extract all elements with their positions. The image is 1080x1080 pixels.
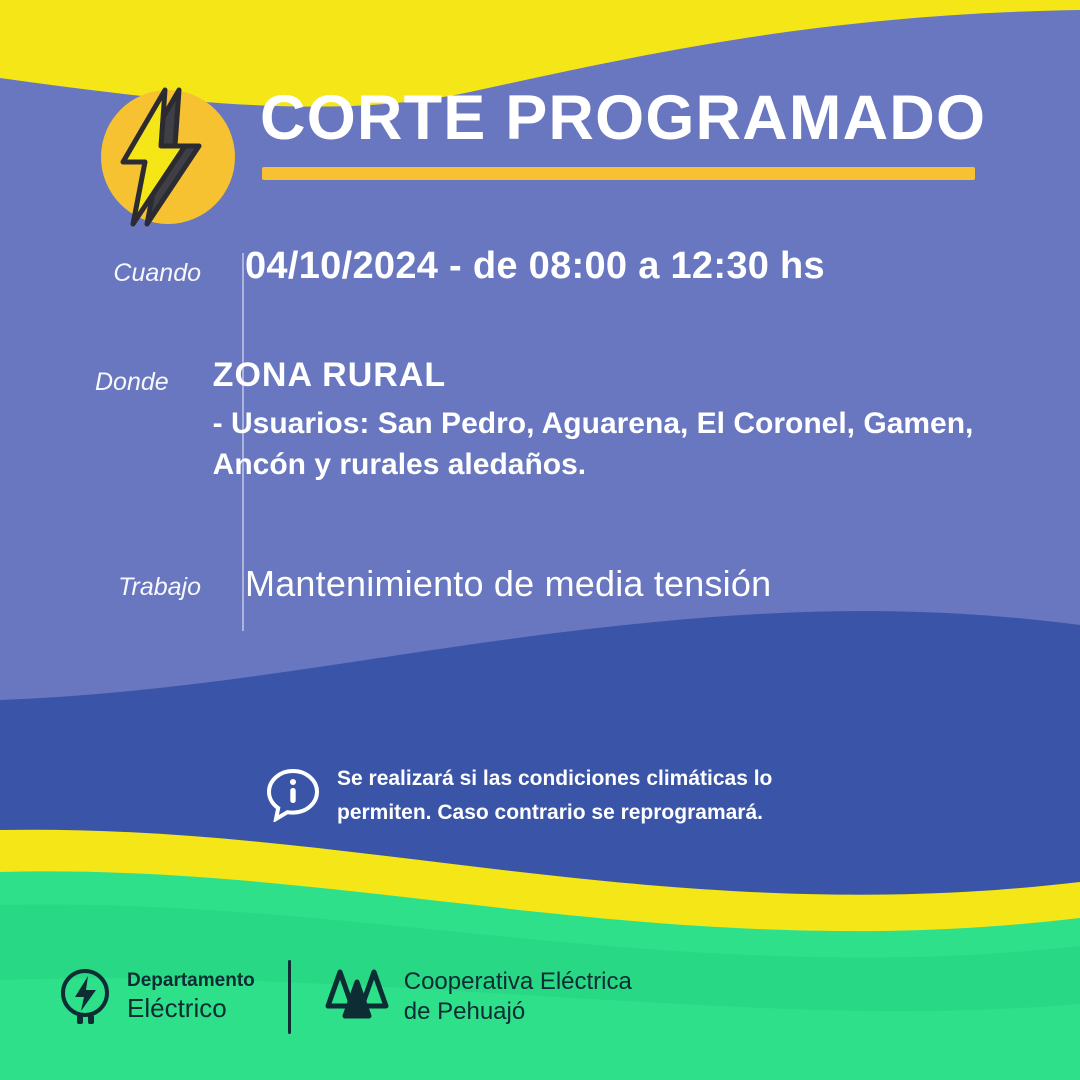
cooperative-line-2: de Pehuajó [403,998,526,1025]
detail-value-work: Mantenimiento de media tensión [245,563,772,604]
lightning-bolt-icon [95,84,241,230]
title-underline [262,167,975,180]
poster-footer [55,952,1035,1042]
detail-label-work: Trabajo [118,573,201,601]
detail-label-where: Donde [95,368,169,396]
cooperative-trees-icon [324,962,390,1033]
detail-row-work [95,563,995,605]
weather-note [265,762,865,829]
electric-plug-bolt-icon [55,965,115,1030]
info-speech-bubble-icon [265,762,321,827]
detail-row-where [95,356,995,485]
detail-value-where-zone: ZONA RURAL [212,356,447,394]
detail-label-when: Cuando [113,259,201,287]
weather-note-text: Se realizará si las condiciones climáticas lo permiten. Caso contrario se reprogramará. [337,767,773,824]
footer-separator [288,960,291,1034]
details-block [95,245,995,605]
page-title: CORTE PROGRAMADO [260,83,987,153]
detail-value-when: 04/10/2024 - de 08:00 a 12:30 hs [245,245,825,287]
cooperative-brand [324,962,632,1033]
detail-row-when [95,245,995,288]
cooperative-line-1: Cooperativa Eléctrica [403,968,632,995]
department-line-1: Departamento [127,970,255,992]
department-brand [55,965,255,1030]
detail-value-where-users: - Usuarios: San Pedro, Aguarena, El Coronel, Gamen, Ancón y rurales aledaños. [212,407,974,481]
poster-header [95,62,995,232]
department-line-2: Eléctrico [127,992,227,1023]
